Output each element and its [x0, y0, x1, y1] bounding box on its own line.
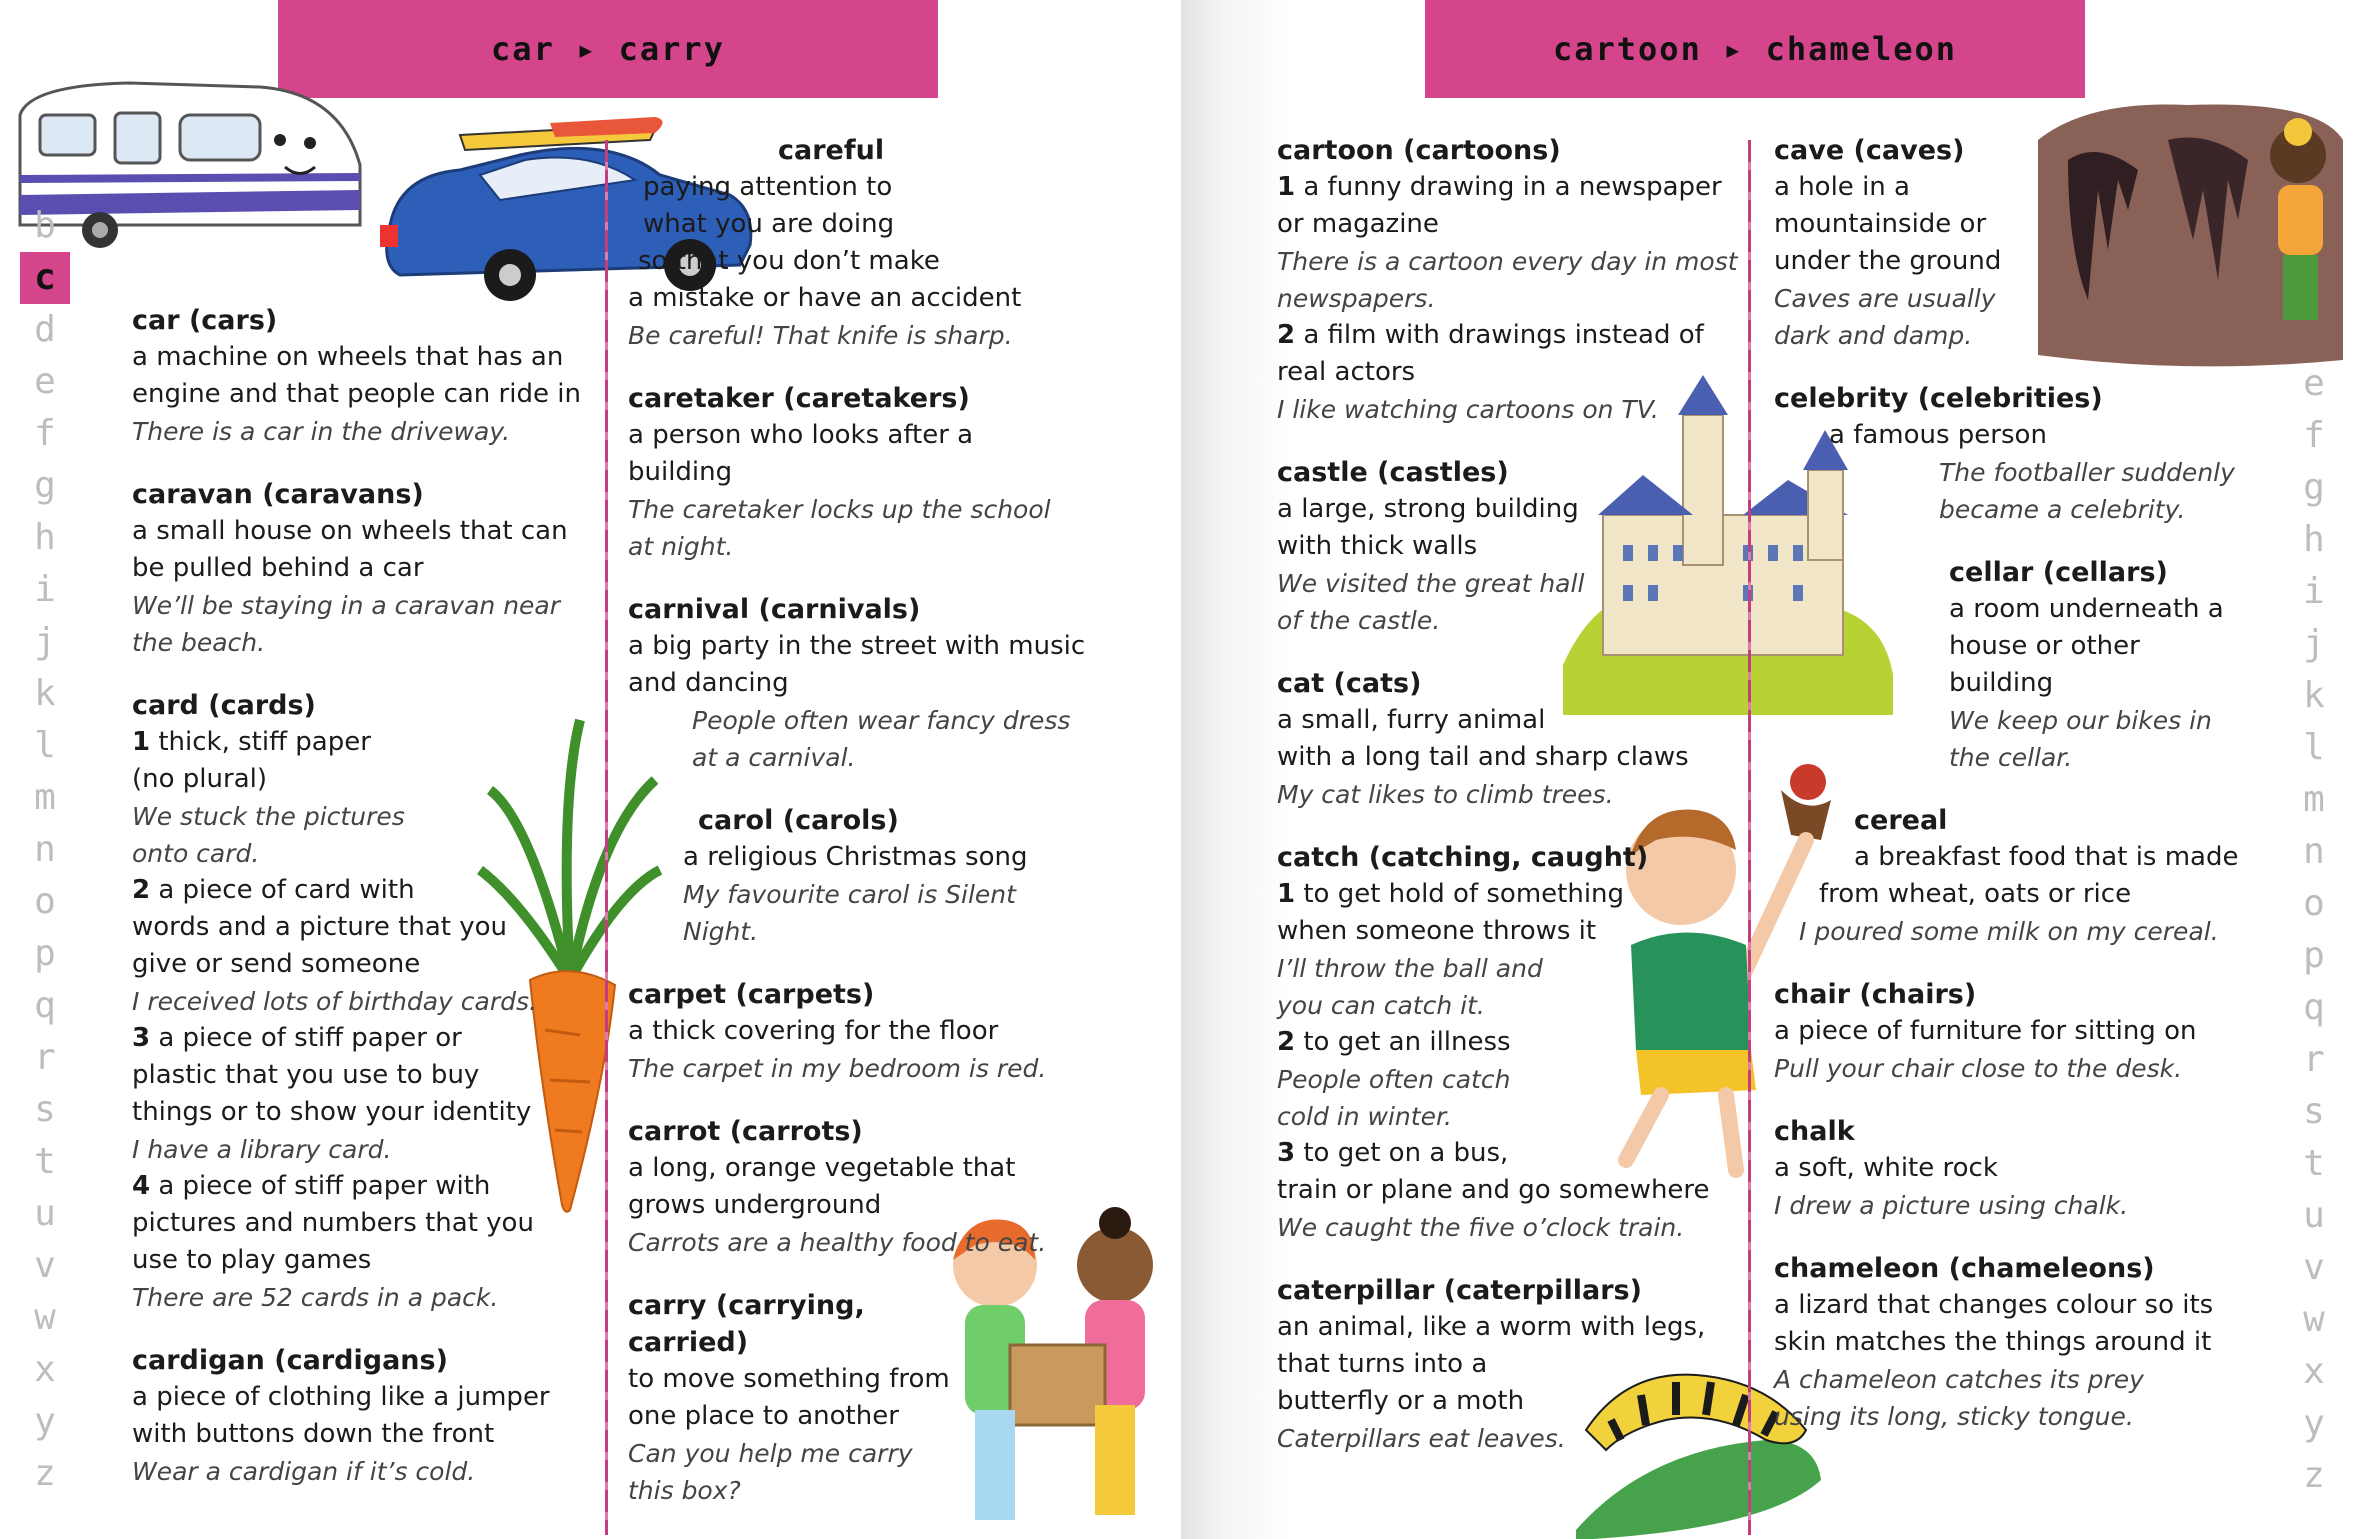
entry-definition: skin matches the things around it: [1774, 1327, 2212, 1357]
entry-definition: train or plane and go somewhere: [1277, 1175, 1710, 1205]
entry-definition: building: [1949, 668, 2054, 698]
alphabet-letter-m[interactable]: m: [2303, 779, 2325, 820]
dictionary-entry: [628, 132, 1098, 354]
entry-definition: give or send someone: [132, 949, 421, 979]
entry-example: the beach.: [132, 628, 266, 657]
entry-definition: an animal, like a worm with legs,: [1277, 1312, 1706, 1342]
entry-definition: a large, strong building: [1277, 494, 1579, 524]
entry-example: Wear a cardigan if it’s cold.: [132, 1457, 476, 1486]
alphabet-letter-b[interactable]: b: [34, 205, 56, 246]
entry-definition: grows underground: [628, 1190, 882, 1220]
alphabet-letter-s[interactable]: s: [2303, 1091, 2325, 1132]
entry-headword: cat (cats): [1277, 668, 1422, 699]
entry-definition: a big party in the street with music: [628, 631, 1086, 661]
alphabet-letter-u[interactable]: u: [2303, 1195, 2325, 1236]
alphabet-letter-e[interactable]: e: [34, 361, 56, 402]
dictionary-entry: [1774, 1250, 2274, 1435]
entry-definition: a piece of clothing like a jumper: [132, 1382, 550, 1412]
alphabet-letter-l[interactable]: l: [34, 725, 56, 766]
alphabet-letter-t[interactable]: t: [34, 1141, 56, 1182]
left-page-header: [278, 0, 938, 98]
entry-headword: cartoon (cartoons): [1277, 135, 1561, 166]
entry-example: We caught the five o’clock train.: [1277, 1213, 1685, 1242]
entry-headword: cereal: [1854, 805, 1948, 836]
entry-definition: pictures and numbers that you: [132, 1208, 534, 1238]
entry-example: Be careful! That knife is sharp.: [628, 321, 1013, 350]
entry-definition: with buttons down the front: [132, 1419, 495, 1449]
sense-number: 4: [132, 1171, 151, 1201]
entry-example: Caterpillars eat leaves.: [1277, 1424, 1566, 1453]
entry-definition: paying attention to: [643, 172, 893, 202]
sense-number: 2: [132, 875, 151, 905]
dictionary-entry: [1277, 839, 1747, 1246]
alphabet-letter-h[interactable]: h: [34, 517, 56, 558]
entry-definition: a breakfast food that is made: [1854, 842, 2239, 872]
entry-definition: be pulled behind a car: [132, 553, 424, 583]
entry-headword: cardigan (cardigans): [132, 1345, 448, 1376]
dictionary-entry: [628, 1113, 1098, 1261]
alphabet-letter-c[interactable]: c: [20, 252, 70, 304]
dictionary-entry: [1277, 665, 1747, 813]
dictionary-entry: [628, 976, 1098, 1087]
alphabet-letter-s[interactable]: s: [34, 1089, 56, 1130]
entry-definition: 3 a piece of stiff paper or: [132, 1023, 462, 1053]
entry-definition: a small, furry animal: [1277, 705, 1546, 735]
entry-definition: a person who looks after a: [628, 420, 974, 450]
sense-number: 1: [1277, 879, 1296, 909]
left-column-1: [132, 302, 602, 1516]
alphabet-letter-v[interactable]: v: [34, 1245, 56, 1286]
entry-example: newspapers.: [1277, 284, 1436, 313]
entry-headword: chalk: [1774, 1116, 1855, 1147]
entry-example: My cat likes to climb trees.: [1277, 780, 1614, 809]
entry-example: People often catch: [1277, 1065, 1511, 1094]
entry-definition: or magazine: [1277, 209, 1439, 239]
entry-example: this box?: [628, 1476, 741, 1505]
alphabet-letter-l[interactable]: l: [2303, 727, 2325, 768]
entry-headword: careful: [778, 135, 885, 166]
alphabet-letter-i[interactable]: i: [34, 569, 56, 610]
right-column-1: [1277, 132, 1747, 1483]
alphabet-letter-r[interactable]: r: [34, 1037, 56, 1078]
alphabet-letter-u[interactable]: u: [34, 1193, 56, 1234]
alphabet-letter-o[interactable]: o: [34, 881, 56, 922]
entry-definition: building: [628, 457, 733, 487]
entry-definition: a room underneath a: [1949, 594, 2224, 624]
entry-example: We’ll be staying in a caravan near: [132, 591, 561, 620]
entry-headword: carnival (carnivals): [628, 594, 921, 625]
entry-headword: car (cars): [132, 305, 278, 336]
entry-definition: 1 thick, stiff paper: [132, 727, 371, 757]
alphabet-letter-q[interactable]: q: [34, 985, 56, 1026]
right-header-text: cartoon ▸ chameleon: [1552, 30, 1958, 68]
entry-example: I poured some milk on my cereal.: [1799, 917, 2219, 946]
entry-headword: caterpillar (caterpillars): [1277, 1275, 1642, 1306]
entry-headword: caravan (caravans): [132, 479, 424, 510]
alphabet-letter-p[interactable]: p: [34, 933, 56, 974]
entry-definition: a soft, white rock: [1774, 1153, 1998, 1183]
alphabet-letter-f[interactable]: f: [34, 413, 56, 454]
alphabet-letter-z[interactable]: z: [34, 1453, 56, 1494]
alphabet-letter-o[interactable]: o: [2303, 883, 2325, 924]
alphabet-letter-r[interactable]: r: [2303, 1039, 2325, 1080]
alphabet-letter-h[interactable]: h: [2303, 519, 2325, 560]
alphabet-letter-j[interactable]: j: [34, 621, 56, 662]
alphabet-letter-d[interactable]: d: [34, 309, 56, 350]
entry-definition: so that you don’t make: [638, 246, 940, 276]
entry-headword: carpet (carpets): [628, 979, 875, 1010]
entry-headword: cellar (cellars): [1949, 557, 2168, 588]
dictionary-entry: [1774, 380, 2274, 528]
entry-definition: a machine on wheels that has an: [132, 342, 564, 372]
entry-headword: carry (carrying,: [628, 1290, 865, 1321]
entry-example: Pull your chair close to the desk.: [1774, 1054, 2183, 1083]
dictionary-entry: [132, 1342, 602, 1490]
entry-definition: 2 a piece of card with: [132, 875, 415, 905]
entry-definition: a small house on wheels that can: [132, 516, 568, 546]
dictionary-entry: [1277, 454, 1747, 639]
alphabet-letter-x[interactable]: x: [2303, 1351, 2325, 1392]
entry-example: you can catch it.: [1277, 991, 1485, 1020]
sense-number: 3: [132, 1023, 151, 1053]
entry-definition: butterfly or a moth: [1277, 1386, 1525, 1416]
dictionary-entry: [1774, 132, 2274, 354]
right-alphabet-index: [2289, 358, 2339, 1502]
alphabet-letter-g[interactable]: g: [2303, 467, 2325, 508]
entry-example: the cellar.: [1949, 743, 2073, 772]
alphabet-letter-t[interactable]: t: [2303, 1143, 2325, 1184]
entry-headword: chameleon (chameleons): [1774, 1253, 2155, 1284]
entry-definition: house or other: [1949, 631, 2140, 661]
entry-definition: a famous person: [1829, 420, 2047, 450]
entry-definition: from wheat, oats or rice: [1819, 879, 2132, 909]
entry-definition: 1 a funny drawing in a newspaper: [1277, 172, 1722, 202]
alphabet-letter-j[interactable]: j: [2303, 623, 2325, 664]
entry-example: I’ll throw the ball and: [1277, 954, 1543, 983]
alphabet-letter-f[interactable]: f: [2303, 415, 2325, 456]
dictionary-entry: [1774, 802, 2274, 950]
entry-headword: carol (carols): [698, 805, 899, 836]
entry-example: at a carnival.: [692, 743, 856, 772]
alphabet-letter-y[interactable]: y: [34, 1401, 56, 1442]
dictionary-entry: [628, 591, 1098, 776]
entry-definition: 1 to get hold of something: [1277, 879, 1625, 909]
entry-example: We visited the great hall: [1277, 569, 1585, 598]
entry-headword: carrot (carrots): [628, 1116, 863, 1147]
entry-definition: a hole in a: [1774, 172, 1910, 202]
entry-headword: catch (catching, caught): [1277, 842, 1649, 873]
entry-example: dark and damp.: [1774, 321, 1973, 350]
entry-definition: plastic that you use to buy: [132, 1060, 480, 1090]
right-column-divider: [1748, 140, 1751, 1535]
entry-example: There is a car in the driveway.: [132, 417, 511, 446]
right-page-header: [1425, 0, 2085, 98]
entry-definition: (no plural): [132, 764, 267, 794]
entry-headword: chair (chairs): [1774, 979, 1977, 1010]
left-alphabet-index: [20, 200, 70, 1500]
alphabet-letter-y[interactable]: y: [2303, 1403, 2325, 1444]
alphabet-letter-q[interactable]: q: [2303, 987, 2325, 1028]
entry-definition: a thick covering for the floor: [628, 1016, 999, 1046]
entry-example: People often wear fancy dress: [692, 706, 1071, 735]
alphabet-letter-e[interactable]: e: [2303, 363, 2325, 404]
alphabet-letter-k[interactable]: k: [34, 673, 56, 714]
entry-definition: with a long tail and sharp claws: [1277, 742, 1689, 772]
right-page: [1181, 0, 2362, 1539]
entry-definition: a mistake or have an accident: [628, 283, 1022, 313]
entry-example: onto card.: [132, 839, 260, 868]
alphabet-letter-z[interactable]: z: [2303, 1455, 2325, 1496]
entry-example: We keep our bikes in: [1949, 706, 2212, 735]
dictionary-entry: [1774, 976, 2274, 1087]
alphabet-letter-n[interactable]: n: [2303, 831, 2325, 872]
entry-definition: a piece of furniture for sitting on: [1774, 1016, 2197, 1046]
entry-definition: 4 a piece of stiff paper with: [132, 1171, 491, 1201]
entry-example: A chameleon catches its prey: [1774, 1365, 2144, 1394]
entry-example: Carrots are a healthy food to eat.: [628, 1228, 1047, 1257]
entry-definition: 3 to get on a bus,: [1277, 1138, 1509, 1168]
entry-definition: 2 to get an illness: [1277, 1027, 1511, 1057]
alphabet-letter-p[interactable]: p: [2303, 935, 2325, 976]
entry-example: The carpet in my bedroom is red.: [628, 1054, 1047, 1083]
entry-example: I like watching cartoons on TV.: [1277, 395, 1659, 424]
entry-definition: under the ground: [1774, 246, 2002, 276]
entry-example: cold in winter.: [1277, 1102, 1452, 1131]
dictionary-entry: [628, 1287, 1098, 1509]
alphabet-letter-m[interactable]: m: [34, 777, 56, 818]
sense-number: 1: [132, 727, 151, 757]
entry-definition: mountainside or: [1774, 209, 1987, 239]
left-column-divider: [605, 140, 608, 1535]
sense-number: 1: [1277, 172, 1296, 202]
alphabet-letter-n[interactable]: n: [34, 829, 56, 870]
entry-headword: cave (caves): [1774, 135, 1965, 166]
alphabet-letter-g[interactable]: g: [34, 465, 56, 506]
entry-definition: to move something from: [628, 1364, 950, 1394]
entry-definition: when someone throws it: [1277, 916, 1597, 946]
entry-example: I received lots of birthday cards.: [132, 987, 537, 1016]
entry-headword: castle (castles): [1277, 457, 1509, 488]
entry-definition: words and a picture that you: [132, 912, 508, 942]
dictionary-entry: [1277, 132, 1747, 428]
entry-example: Can you help me carry: [628, 1439, 913, 1468]
entry-definition: with thick walls: [1277, 531, 1478, 561]
entry-definition: a religious Christmas song: [683, 842, 1028, 872]
entry-example: at night.: [628, 532, 734, 561]
dictionary-entry: [1774, 554, 2274, 776]
left-header-text: car ▸ carry: [491, 30, 725, 68]
sense-number: 2: [1277, 1027, 1296, 1057]
sense-number: 2: [1277, 320, 1296, 350]
dictionary-entry: [1774, 1113, 2274, 1224]
entry-example: The footballer suddenly: [1939, 458, 2235, 487]
entry-example: I drew a picture using chalk.: [1774, 1191, 2129, 1220]
entry-definition: real actors: [1277, 357, 1416, 387]
entry-example: of the castle.: [1277, 606, 1441, 635]
entry-definition: what you are doing: [643, 209, 895, 239]
entry-headword: celebrity (celebrities): [1774, 383, 2103, 414]
dictionary-entry: [132, 302, 602, 450]
entry-example: became a celebrity.: [1939, 495, 2186, 524]
entry-definition: things or to show your identity: [132, 1097, 532, 1127]
right-column-2: [1774, 132, 2274, 1461]
alphabet-letter-i[interactable]: i: [2303, 571, 2325, 612]
entry-definition: a long, orange vegetable that: [628, 1153, 1016, 1183]
dictionary-entry: [132, 687, 602, 1316]
sense-number: 3: [1277, 1138, 1296, 1168]
alphabet-letter-w[interactable]: w: [34, 1297, 56, 1338]
entry-headword: card (cards): [132, 690, 316, 721]
entry-headword: caretaker (caretakers): [628, 383, 970, 414]
entry-definition: 2 a film with drawings instead of: [1277, 320, 1704, 350]
dictionary-entry: [132, 476, 602, 661]
entry-example: Caves are usually: [1774, 284, 1996, 313]
left-column-2: [628, 132, 1098, 1535]
entry-example: I have a library card.: [132, 1135, 392, 1164]
entry-example: There are 52 cards in a pack.: [132, 1283, 499, 1312]
entry-definition: and dancing: [628, 668, 789, 698]
entry-definition: use to play games: [132, 1245, 372, 1275]
entry-definition: one place to another: [628, 1401, 899, 1431]
alphabet-letter-x[interactable]: x: [34, 1349, 56, 1390]
alphabet-letter-w[interactable]: w: [2303, 1299, 2325, 1340]
dictionary-entry: [628, 802, 1098, 950]
dictionary-entry: [628, 380, 1098, 565]
entry-definition: that turns into a: [1277, 1349, 1488, 1379]
entry-example: using its long, sticky tongue.: [1774, 1402, 2134, 1431]
entry-example: There is a cartoon every day in most: [1277, 247, 1738, 276]
alphabet-letter-k[interactable]: k: [2303, 675, 2325, 716]
entry-example: We stuck the pictures: [132, 802, 405, 831]
entry-example: My favourite carol is Silent Night.: [683, 880, 1016, 946]
alphabet-letter-v[interactable]: v: [2303, 1247, 2325, 1288]
entry-example: The caretaker locks up the school: [628, 495, 1051, 524]
entry-definition: engine and that people can ride in: [132, 379, 581, 409]
entry-headword-continued: carried): [628, 1327, 749, 1358]
dictionary-entry: [1277, 1272, 1747, 1457]
entry-definition: a lizard that changes colour so its: [1774, 1290, 2214, 1320]
